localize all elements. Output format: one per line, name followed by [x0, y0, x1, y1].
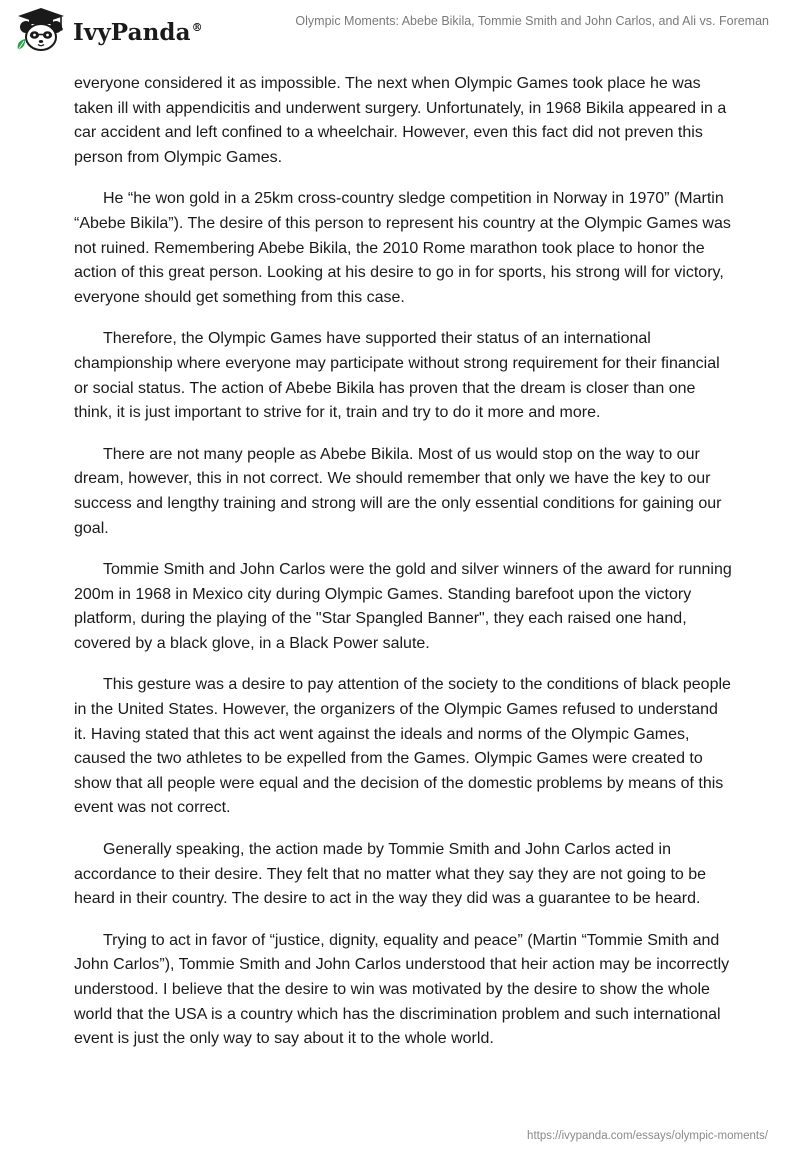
- essay-body: [74, 72, 734, 1069]
- paragraph: There are not many people as Abebe Bikila. Most of us would stop on the way to our dream, however, this in not correct. We should remember that only we have the key to our success and lengthy training and strong will are the only essential conditions for gaining our goal.: [74, 445, 722, 537]
- registered-mark: ®: [191, 20, 203, 34]
- ivypanda-logo[interactable]: [14, 6, 203, 54]
- paragraph: Tommie Smith and John Carlos were the gold and silver winners of the award for running 200m in 1968 in Mexico city during Olympic Games. Standing barefoot upon the victory platform, during the playing of the "Star Spangled Banner", they each raised one hand, covered by a black glove, in a Black Power salute.: [74, 561, 732, 652]
- paragraph: Generally speaking, the action made by Tommie Smith and John Carlos acted in accordance to their desire. They felt that no matter what they say they are not going to be heard in their country. The desire to act in the way they did was a guarantee to be heard.: [74, 841, 707, 908]
- logo-wordmark: IvyPanda®: [73, 18, 203, 46]
- paragraph: This gesture was a desire to pay attention of the society to the conditions of black people in the United States. However, the organizers of the Olympic Games refused to understand it. Having stated that this act went against the ideals and norms of the Olympic Games, caused the two athletes to be expelled from the Games. Olympic Games were created to show that all people were equal and the decision of the domestic problems by means of this event was not correct.: [74, 676, 731, 817]
- paragraph: Trying to act in favor of “justice, dignity, equality and peace” (Martin “Tommie Smith and John Carlos”), Tommie Smith and John Carlos understood that heir action may be incorrectly understood. I believe that the desire to win was motivated by the desire to show the whole world that the USA is a country which has the discrimination problem and such international event is just the only way to say about it to the whole world.: [74, 931, 730, 1048]
- paragraph: He “he won gold in a 25km cross-country sledge competition in Norway in 1970” (Martin “Abebe Bikila”). The desire of this person to represent his country at the Olympic Games was not ruined. Remembering Abebe Bikila, the 2010 Rome marathon took place to honor the action of this great person. Looking at his desire to go in for sports, his strong will for victory, everyone should get something from this case.: [74, 190, 731, 306]
- paragraph: Therefore, the Olympic Games have supported their status of an international championship where everyone may participate without strong requirement for their financial or social status. The action of Abebe Bikila has proven that the dream is closer than one think, it is just important to strive for it, train and try to do it more and more.: [74, 330, 720, 422]
- document-title: Olympic Moments: Abebe Bikila, Tommie Smith and John Carlos, and Ali vs. Foreman: [295, 14, 769, 28]
- panda-mascot-icon: [14, 6, 68, 54]
- paragraph: everyone considered it as impossible. The next when Olympic Games took place he was taken ill with appendicitis and underwent surgery. Unfortunately, in 1968 Bikila appeared in a car accident and left confined to a wheelchair. However, even this fact did not preven this person from Olympic Games.: [74, 75, 727, 166]
- page-header: [0, 0, 800, 66]
- source-url-link[interactable]: https://ivypanda.com/essays/olympic-moments/: [527, 1130, 768, 1142]
